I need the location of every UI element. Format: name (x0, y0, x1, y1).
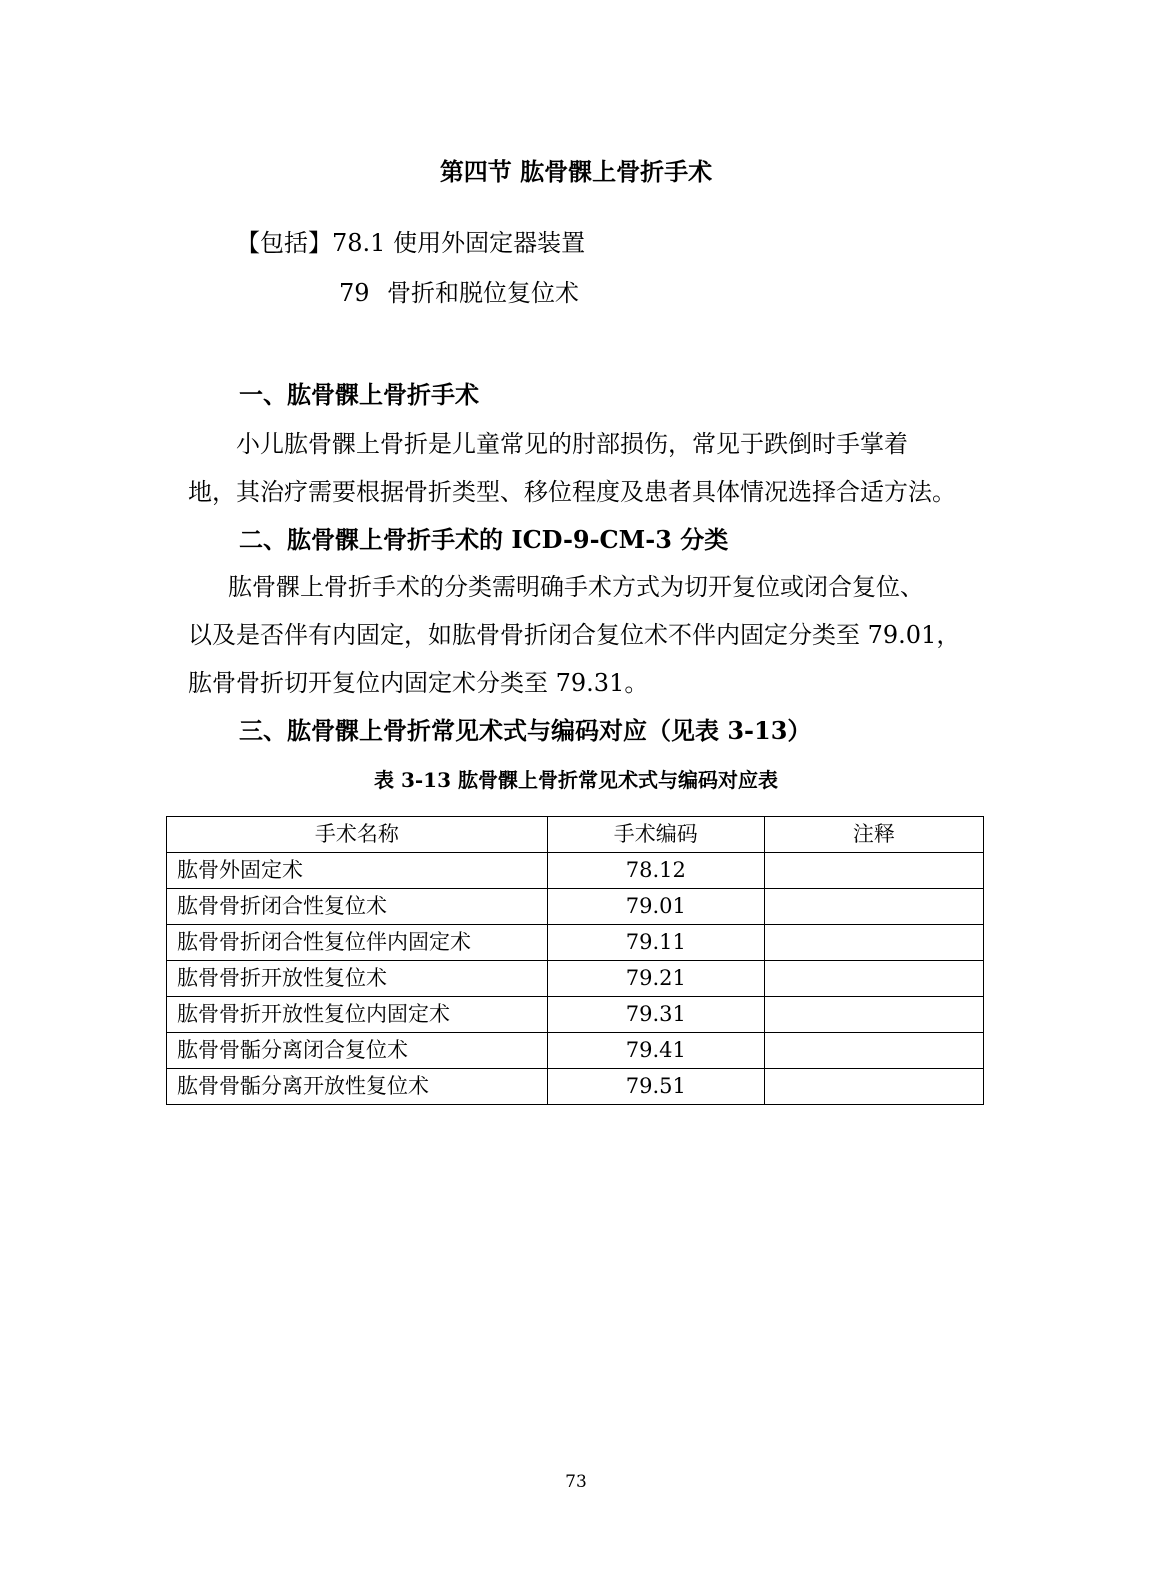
procedure-name-cell: 肱骨骨骺分离开放性复位术 (167, 1069, 548, 1105)
note-cell (764, 1069, 983, 1105)
table-row (167, 1033, 984, 1069)
section-heading-3: 三、肱骨髁上骨折常见术式与编码对应（见表 3-13） (239, 716, 812, 745)
note-cell (764, 1033, 983, 1069)
table-row (167, 997, 984, 1033)
table-row (167, 961, 984, 997)
includes-line-2 (339, 276, 579, 310)
header-procedure-name: 手术名称 (167, 817, 548, 853)
table-row (167, 925, 984, 961)
procedure-name-cell: 肱骨骨骺分离闭合复位术 (167, 1033, 548, 1069)
paragraph-line: 肱骨骨折切开复位内固定术分类至 79.31。 (188, 669, 649, 697)
procedure-code-cell: 78.12 (547, 853, 764, 889)
page-title: 第四节 肱骨髁上骨折手术 (439, 157, 713, 186)
note-cell (764, 997, 983, 1033)
note-cell (764, 925, 983, 961)
procedure-name-cell: 肱骨骨折开放性复位内固定术 (167, 997, 548, 1033)
includes-label: 【包括】 (236, 229, 332, 257)
header-procedure-code: 手术编码 (547, 817, 764, 853)
procedure-name-cell: 肱骨骨折闭合性复位术 (167, 889, 548, 925)
procedure-code-cell: 79.31 (547, 997, 764, 1033)
table-caption: 表 3-13 肱骨髁上骨折常见术式与编码对应表 (374, 768, 778, 792)
note-cell (764, 961, 983, 997)
procedure-code-table (166, 816, 984, 1105)
procedure-code-cell: 79.21 (547, 961, 764, 997)
section-heading-1: 一、肱骨髁上骨折手术 (239, 380, 479, 409)
header-note: 注释 (764, 817, 983, 853)
table-header-row (167, 817, 984, 853)
procedure-name-cell: 肱骨骨折闭合性复位伴内固定术 (167, 925, 548, 961)
paragraph-line: 小儿肱骨髁上骨折是儿童常见的肘部损伤，常见于跌倒时手掌着 (236, 430, 908, 458)
section-paragraph-2 (188, 563, 968, 707)
procedure-name-cell: 肱骨骨折开放性复位术 (167, 961, 548, 997)
paragraph-line: 以及是否伴有内固定，如肱骨骨折闭合复位术不伴内固定分类至 79.01， (188, 621, 961, 649)
procedure-code-cell: 79.51 (547, 1069, 764, 1105)
page-number: 73 (565, 1472, 587, 1492)
includes-code-1: 78.1 (332, 229, 386, 257)
note-cell (764, 853, 983, 889)
table-row (167, 853, 984, 889)
includes-code-2: 79 (339, 279, 370, 307)
section-paragraph-1 (188, 420, 968, 516)
table-row (167, 889, 984, 925)
procedure-name-cell: 肱骨外固定术 (167, 853, 548, 889)
includes-text-2: 骨折和脱位复位术 (387, 279, 579, 307)
procedure-code-cell: 79.41 (547, 1033, 764, 1069)
section-heading-2: 二、肱骨髁上骨折手术的 ICD-9-CM-3 分类 (239, 525, 729, 554)
procedure-code-cell: 79.11 (547, 925, 764, 961)
procedure-code-cell: 79.01 (547, 889, 764, 925)
paragraph-line: 肱骨髁上骨折手术的分类需明确手术方式为切开复位或闭合复位、 (228, 573, 924, 601)
includes-text-1: 使用外固定器装置 (393, 229, 586, 257)
includes-line-1 (236, 226, 585, 260)
note-cell (764, 889, 983, 925)
paragraph-line: 地，其治疗需要根据骨折类型、移位程度及患者具体情况选择合适方法。 (188, 478, 956, 506)
table-row (167, 1069, 984, 1105)
